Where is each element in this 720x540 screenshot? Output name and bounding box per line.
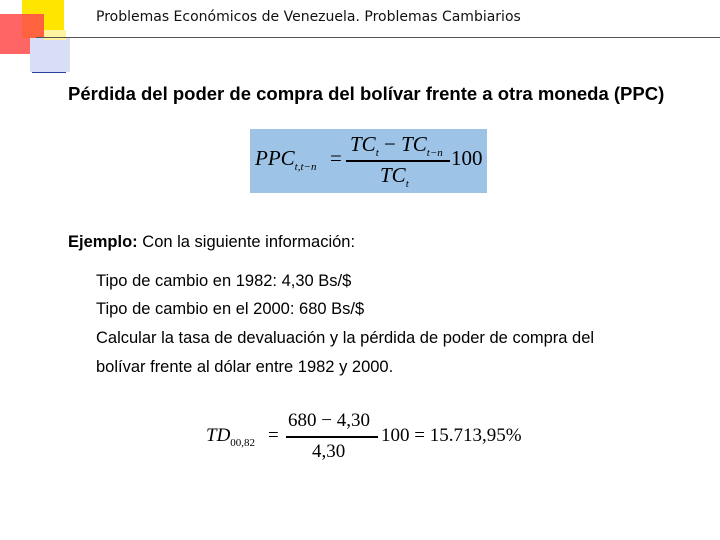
td-denominator: 4,30 xyxy=(312,441,346,462)
td-numerator: 680 − 4,30 xyxy=(288,410,370,431)
formula-lhs: $PPC_{t,t-n}$ xyxy=(255,146,317,174)
header-divider xyxy=(36,37,720,38)
formula-numerator: $TC_t - TC_{t-n}$ xyxy=(350,132,443,160)
decorative-blue-square xyxy=(30,38,70,72)
ppc-formula xyxy=(250,129,487,193)
example-intro: Ejemplo: Con la siguiente información: xyxy=(68,233,356,251)
decorative-light-yellow-square xyxy=(44,30,66,40)
list-item: bolívar frente al dólar entre 1982 y 2000. xyxy=(96,358,394,376)
td-fraction-bar xyxy=(286,436,378,438)
slide-header: Problemas Económicos de Venezuela. Problemas Cambiarios xyxy=(96,9,521,25)
td-result: 100 = 15.713,95% xyxy=(381,425,522,446)
td-lhs: $TD_{00,82}$ xyxy=(206,425,256,449)
title-accent-line xyxy=(32,72,66,73)
formula-fraction-bar xyxy=(346,160,450,162)
formula-factor: 100 xyxy=(451,146,483,170)
formula-denominator: $TC_t$ xyxy=(380,163,409,191)
td-equals: = xyxy=(268,425,279,446)
list-item: Calcular la tasa de devaluación y la pérdida de poder de compra del xyxy=(96,329,595,347)
formula-equals: = xyxy=(330,146,342,170)
list-item: Tipo de cambio en 1982: 4,30 Bs/$ xyxy=(96,272,352,290)
list-item: Tipo de cambio en el 2000: 680 Bs/$ xyxy=(96,300,365,318)
slide-title: Pérdida del poder de compra del bolívar frente a otra moneda (PPC) xyxy=(68,83,665,104)
